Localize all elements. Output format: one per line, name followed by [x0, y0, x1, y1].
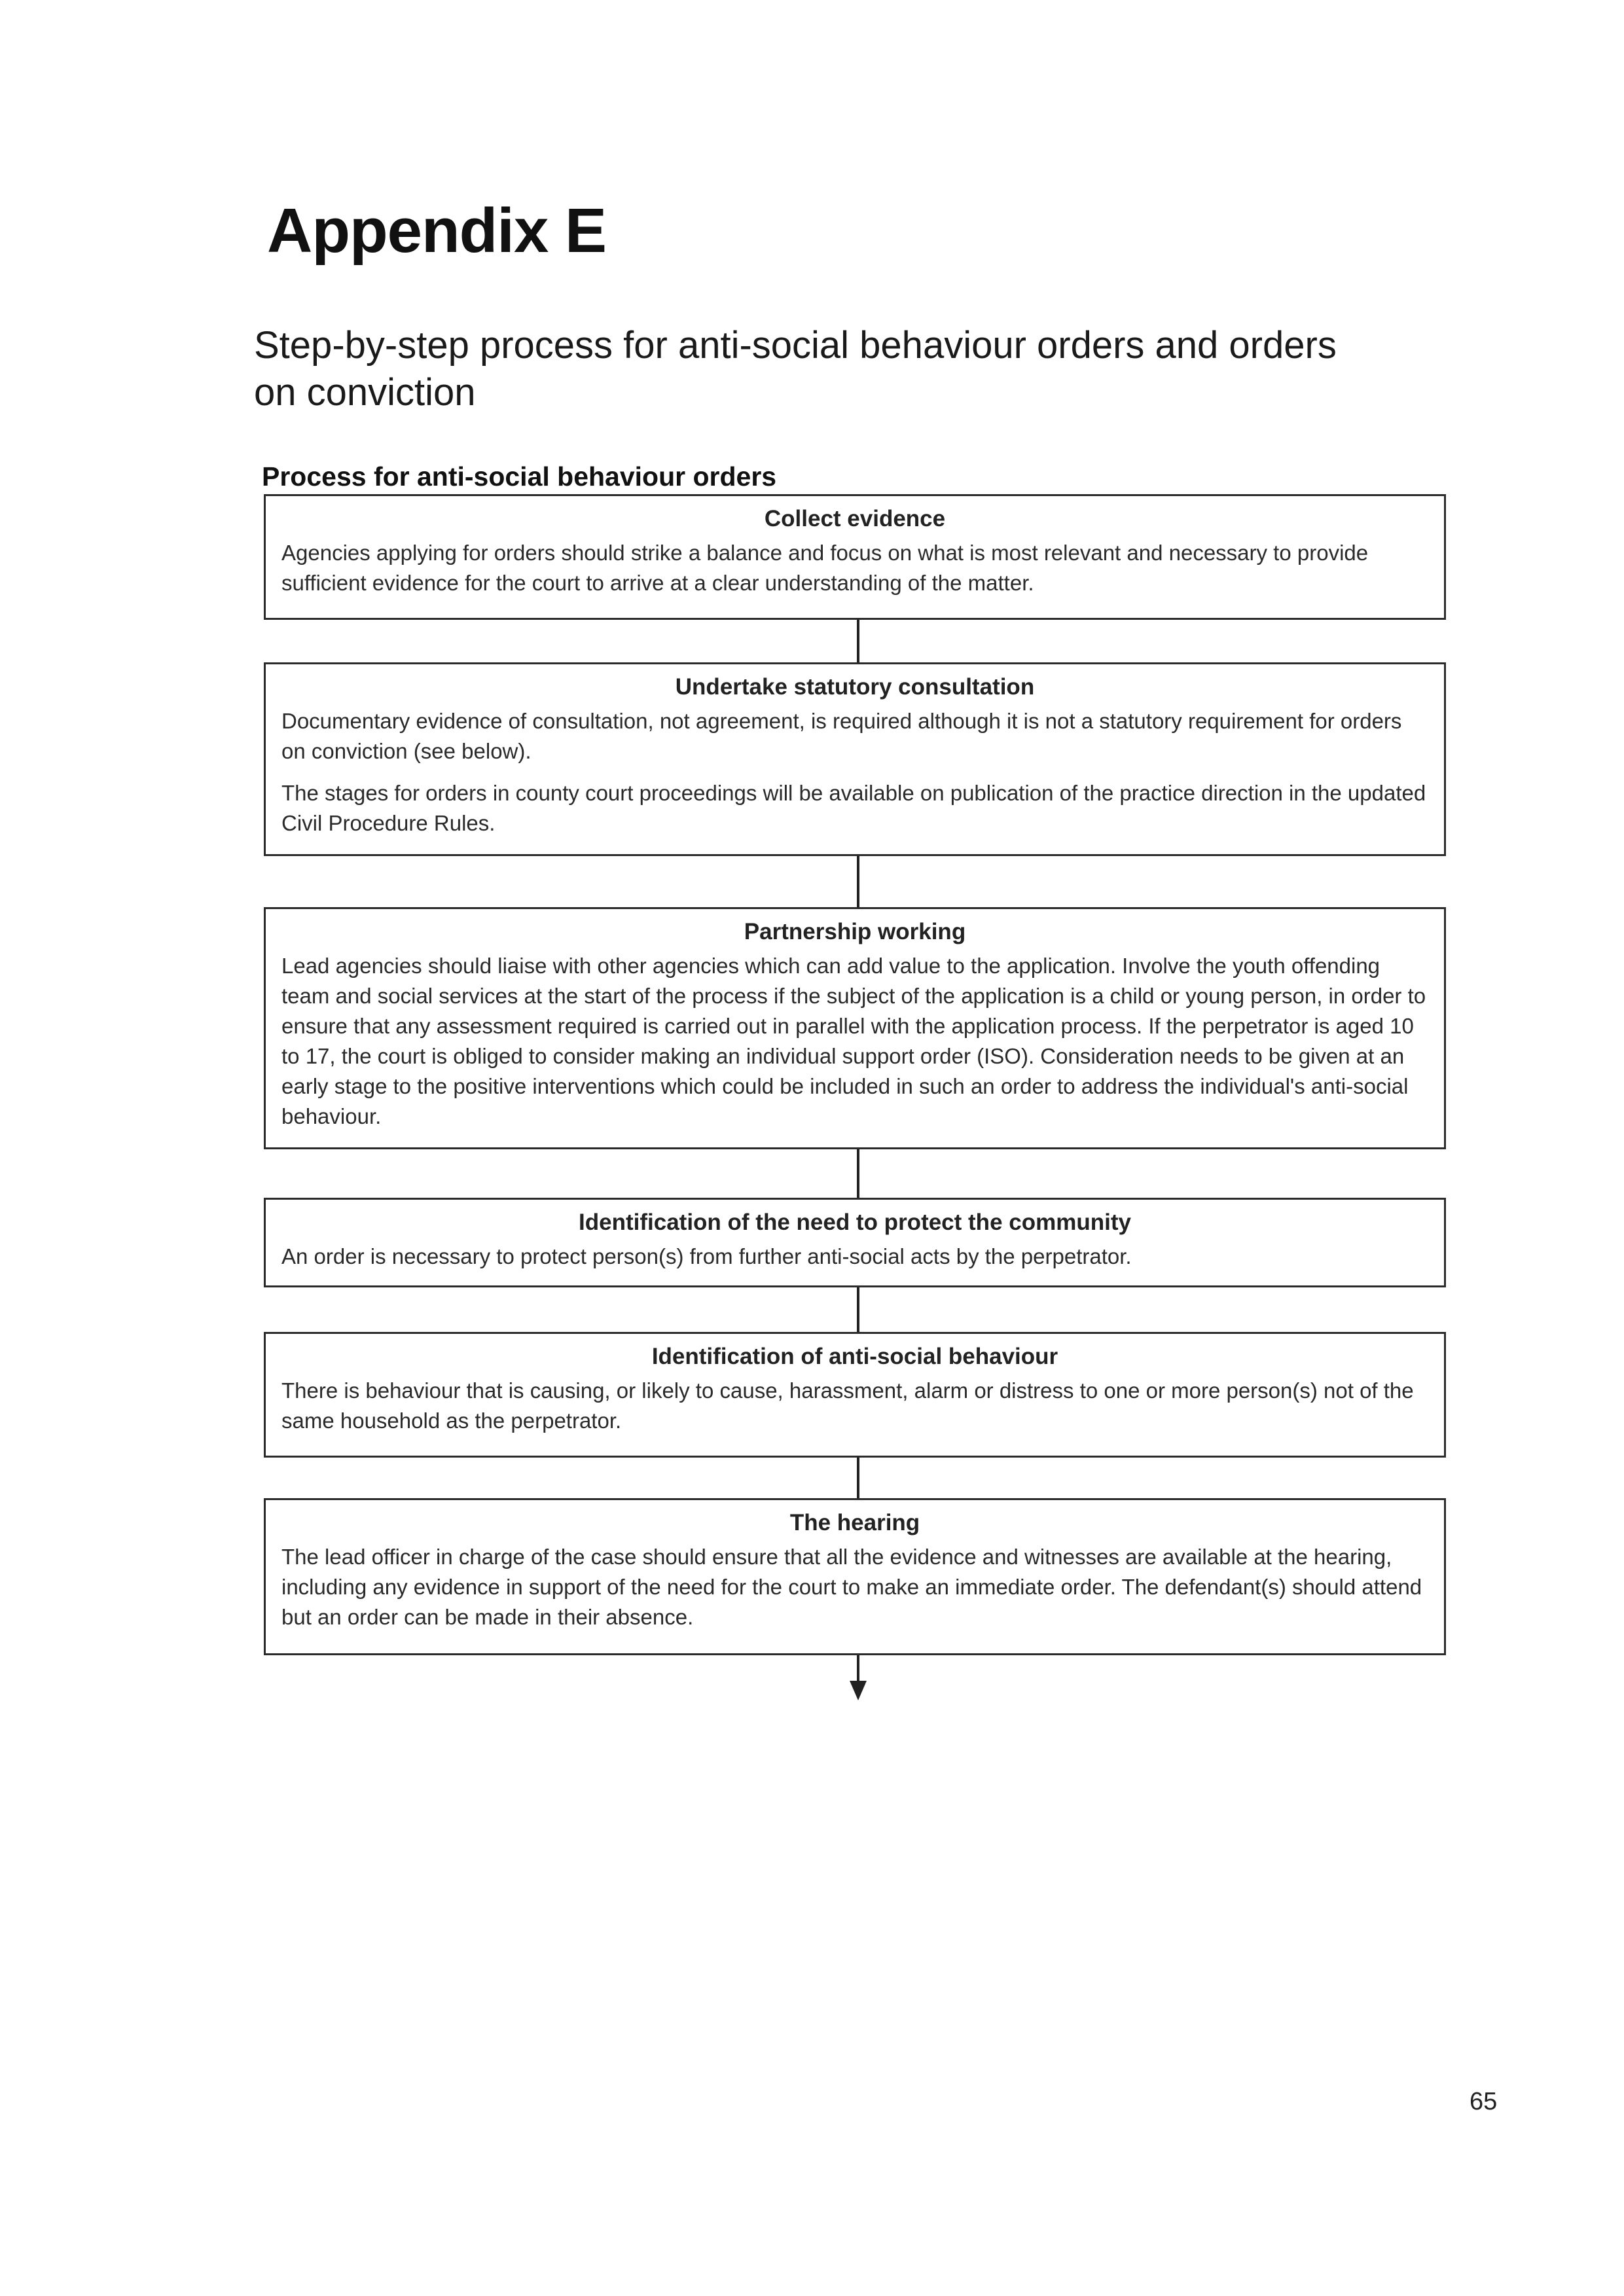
box-title: Collect evidence	[764, 506, 946, 531]
box-title: Identification of the need to protect the community	[579, 1210, 1131, 1235]
flow-box-collect-evidence	[264, 494, 1446, 620]
box-text: The lead officer in charge of the case should ensure that all the evidence and witnesses are available at the hearing, including any evidence in support of the need for the court to make an immediate order. The defendant(s) should attend but an order can be made in their absence.	[281, 1545, 1422, 1629]
box-text: Lead agencies should liaise with other agencies which can add value to the application. Involve the youth offending team and social services at the start of the process if the subject of the application is a child or young person, in order to ensure that any assessment required is carried out in parallel with the application process. If the perpetrator is aged 10 to 17, the court is obliged to consider making an individual support order (ISO). Consideration needs to be given at an early stage to the positive interventions which could be included in such an order to address the individual's anti-social behaviour.	[281, 954, 1426, 1128]
box-text: An order is necessary to protect person(s) from further anti-social acts by the perpetrator.	[281, 1244, 1132, 1268]
box-title: Identification of anti-social behaviour	[651, 1344, 1058, 1369]
flow-connector	[857, 1149, 859, 1198]
box-text: Agencies applying for orders should strike a balance and focus on what is most relevant and necessary to provide sufficient evidence for the court to arrive at a clear understanding of the matter.	[281, 541, 1369, 595]
box-text: Documentary evidence of consultation, not agreement, is required although it is not a statutory requirement for orders on conviction (see below).	[281, 709, 1402, 763]
flow-connector	[857, 1655, 859, 1683]
flow-connector	[857, 1458, 859, 1498]
box-title: Partnership working	[744, 919, 966, 944]
flow-box-the-hearing	[264, 1498, 1446, 1655]
section-heading: Process for anti-social behaviour orders	[262, 461, 777, 492]
page-title: Appendix E	[267, 196, 607, 266]
arrow-down-icon	[850, 1681, 867, 1700]
page-number: 65	[1470, 2088, 1498, 2115]
box-text: There is behaviour that is causing, or likely to cause, harassment, alarm or distress to one or more person(s) not of the same household as the perpetrator.	[281, 1378, 1414, 1433]
box-title: The hearing	[789, 1510, 920, 1535]
page-subtitle: Step-by-step process for anti-social behaviour orders and orders on conviction	[254, 324, 1337, 414]
flow-connector	[857, 856, 859, 907]
box-title: Undertake statutory consultation	[675, 674, 1035, 700]
flow-box-partnership-working	[264, 907, 1446, 1149]
flow-box-identify-behaviour	[264, 1332, 1446, 1458]
flow-box-statutory-consultation	[264, 662, 1446, 856]
flow-connector	[857, 620, 859, 662]
box-text: The stages for orders in county court proceedings will be available on publication of the practice direction in the updated Civil Procedure Rules.	[281, 781, 1426, 835]
flow-box-protect-community	[264, 1198, 1446, 1287]
flow-connector	[857, 1287, 859, 1332]
